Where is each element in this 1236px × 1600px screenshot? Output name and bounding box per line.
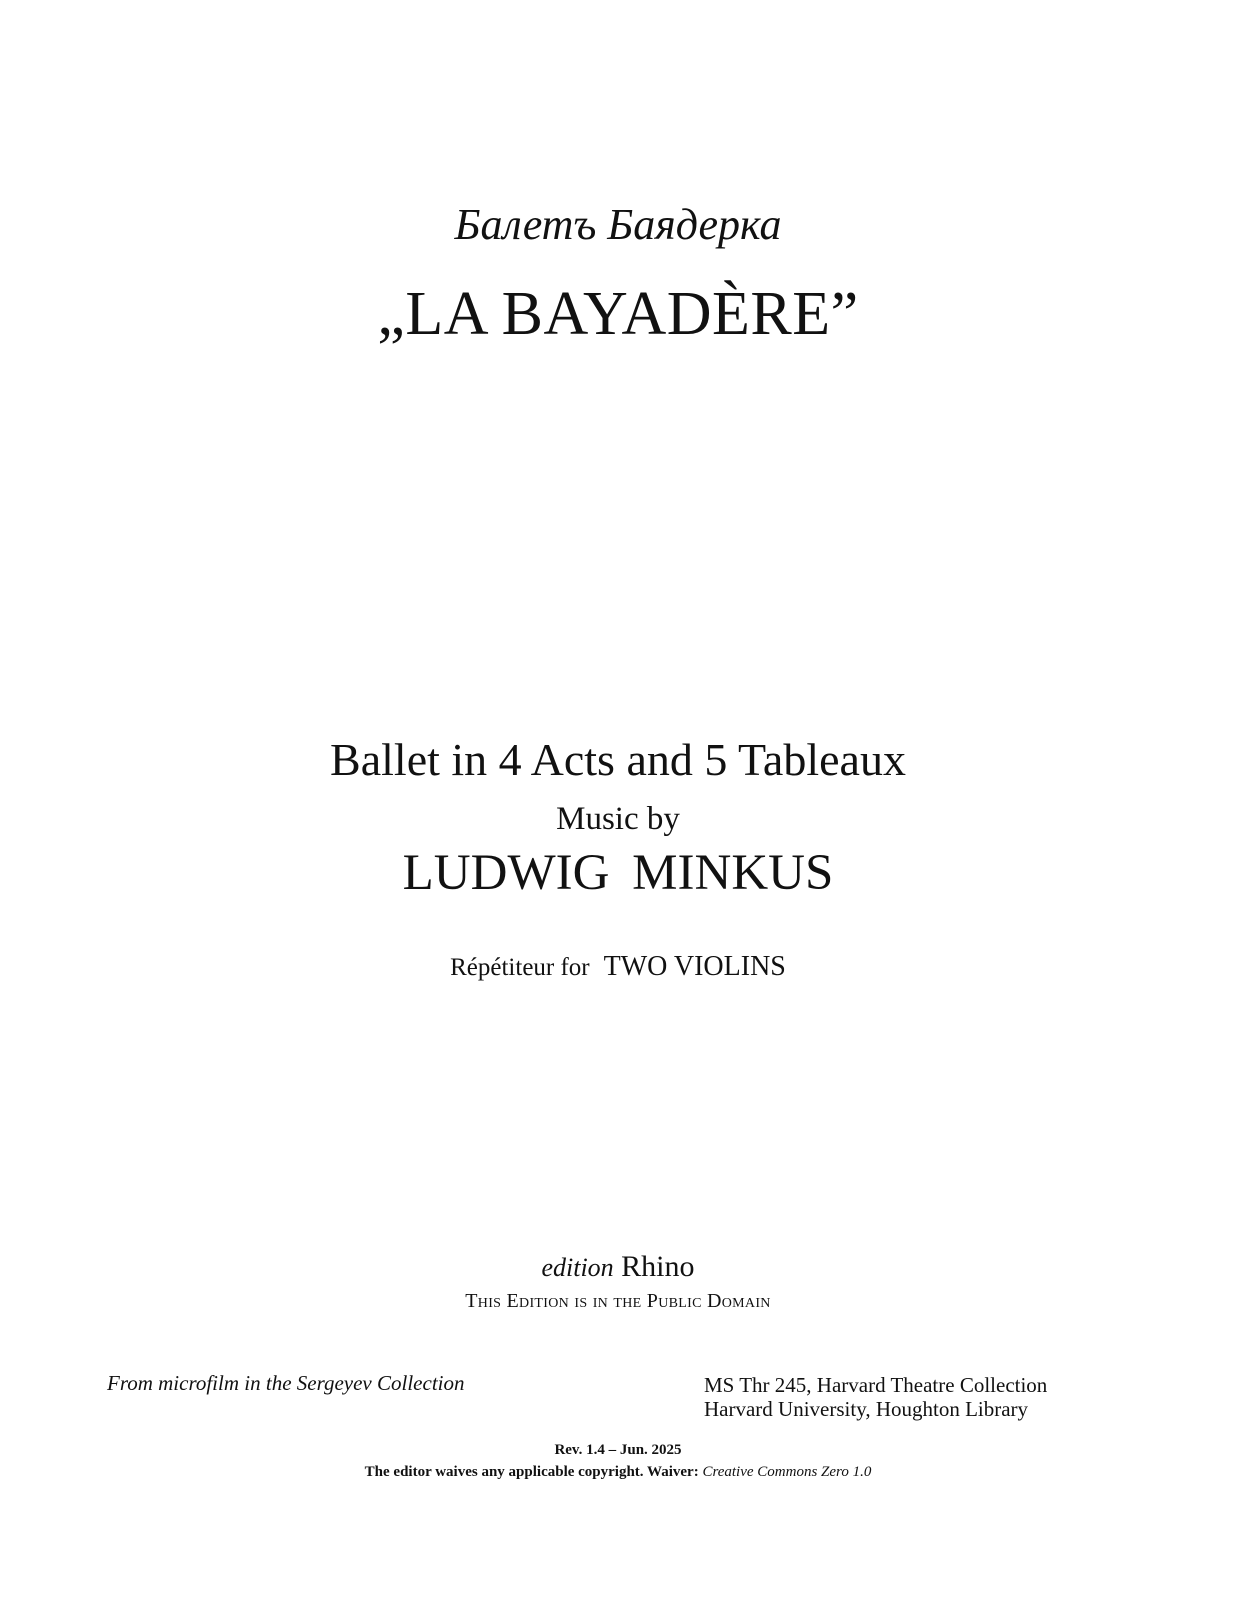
instrumentation-instrument: TWO VIOLINS (603, 951, 786, 982)
source-archive-line-1: MS Thr 245, Harvard Theatre Collection (704, 1373, 1048, 1397)
subtitle: Ballet in 4 Acts and 5 Tableaux (330, 734, 906, 785)
source-archive (704, 1373, 1047, 1421)
instrumentation-prefix: Répétiteur for (450, 954, 590, 981)
composer-name: LUDWIG MINKUS (402, 845, 834, 901)
main-title: „LA BAYADÈRE” (377, 280, 859, 348)
edition-word: edition (541, 1253, 614, 1282)
instrumentation (0, 953, 1236, 981)
russian-title: Балетъ Баядерка (454, 200, 782, 249)
public-domain-notice: This Edition is in the Public Domain (465, 1290, 771, 1312)
edition-name: Rhino (621, 1250, 695, 1283)
edition-line (0, 1252, 1236, 1282)
revision-note: Rev. 1.4 – Jun. 2025 (554, 1442, 682, 1458)
source-archive-line-2: Harvard University, Houghton Library (704, 1397, 1029, 1421)
music-by-label: Music by (556, 801, 680, 837)
source-note: From microfilm in the Sergeyev Collection (107, 1371, 465, 1395)
copyright-waiver (0, 1465, 1236, 1480)
waiver-text: The editor waives any applicable copyright. Waiver: (364, 1464, 699, 1480)
waiver-license: Creative Commons Zero 1.0 (702, 1464, 872, 1480)
